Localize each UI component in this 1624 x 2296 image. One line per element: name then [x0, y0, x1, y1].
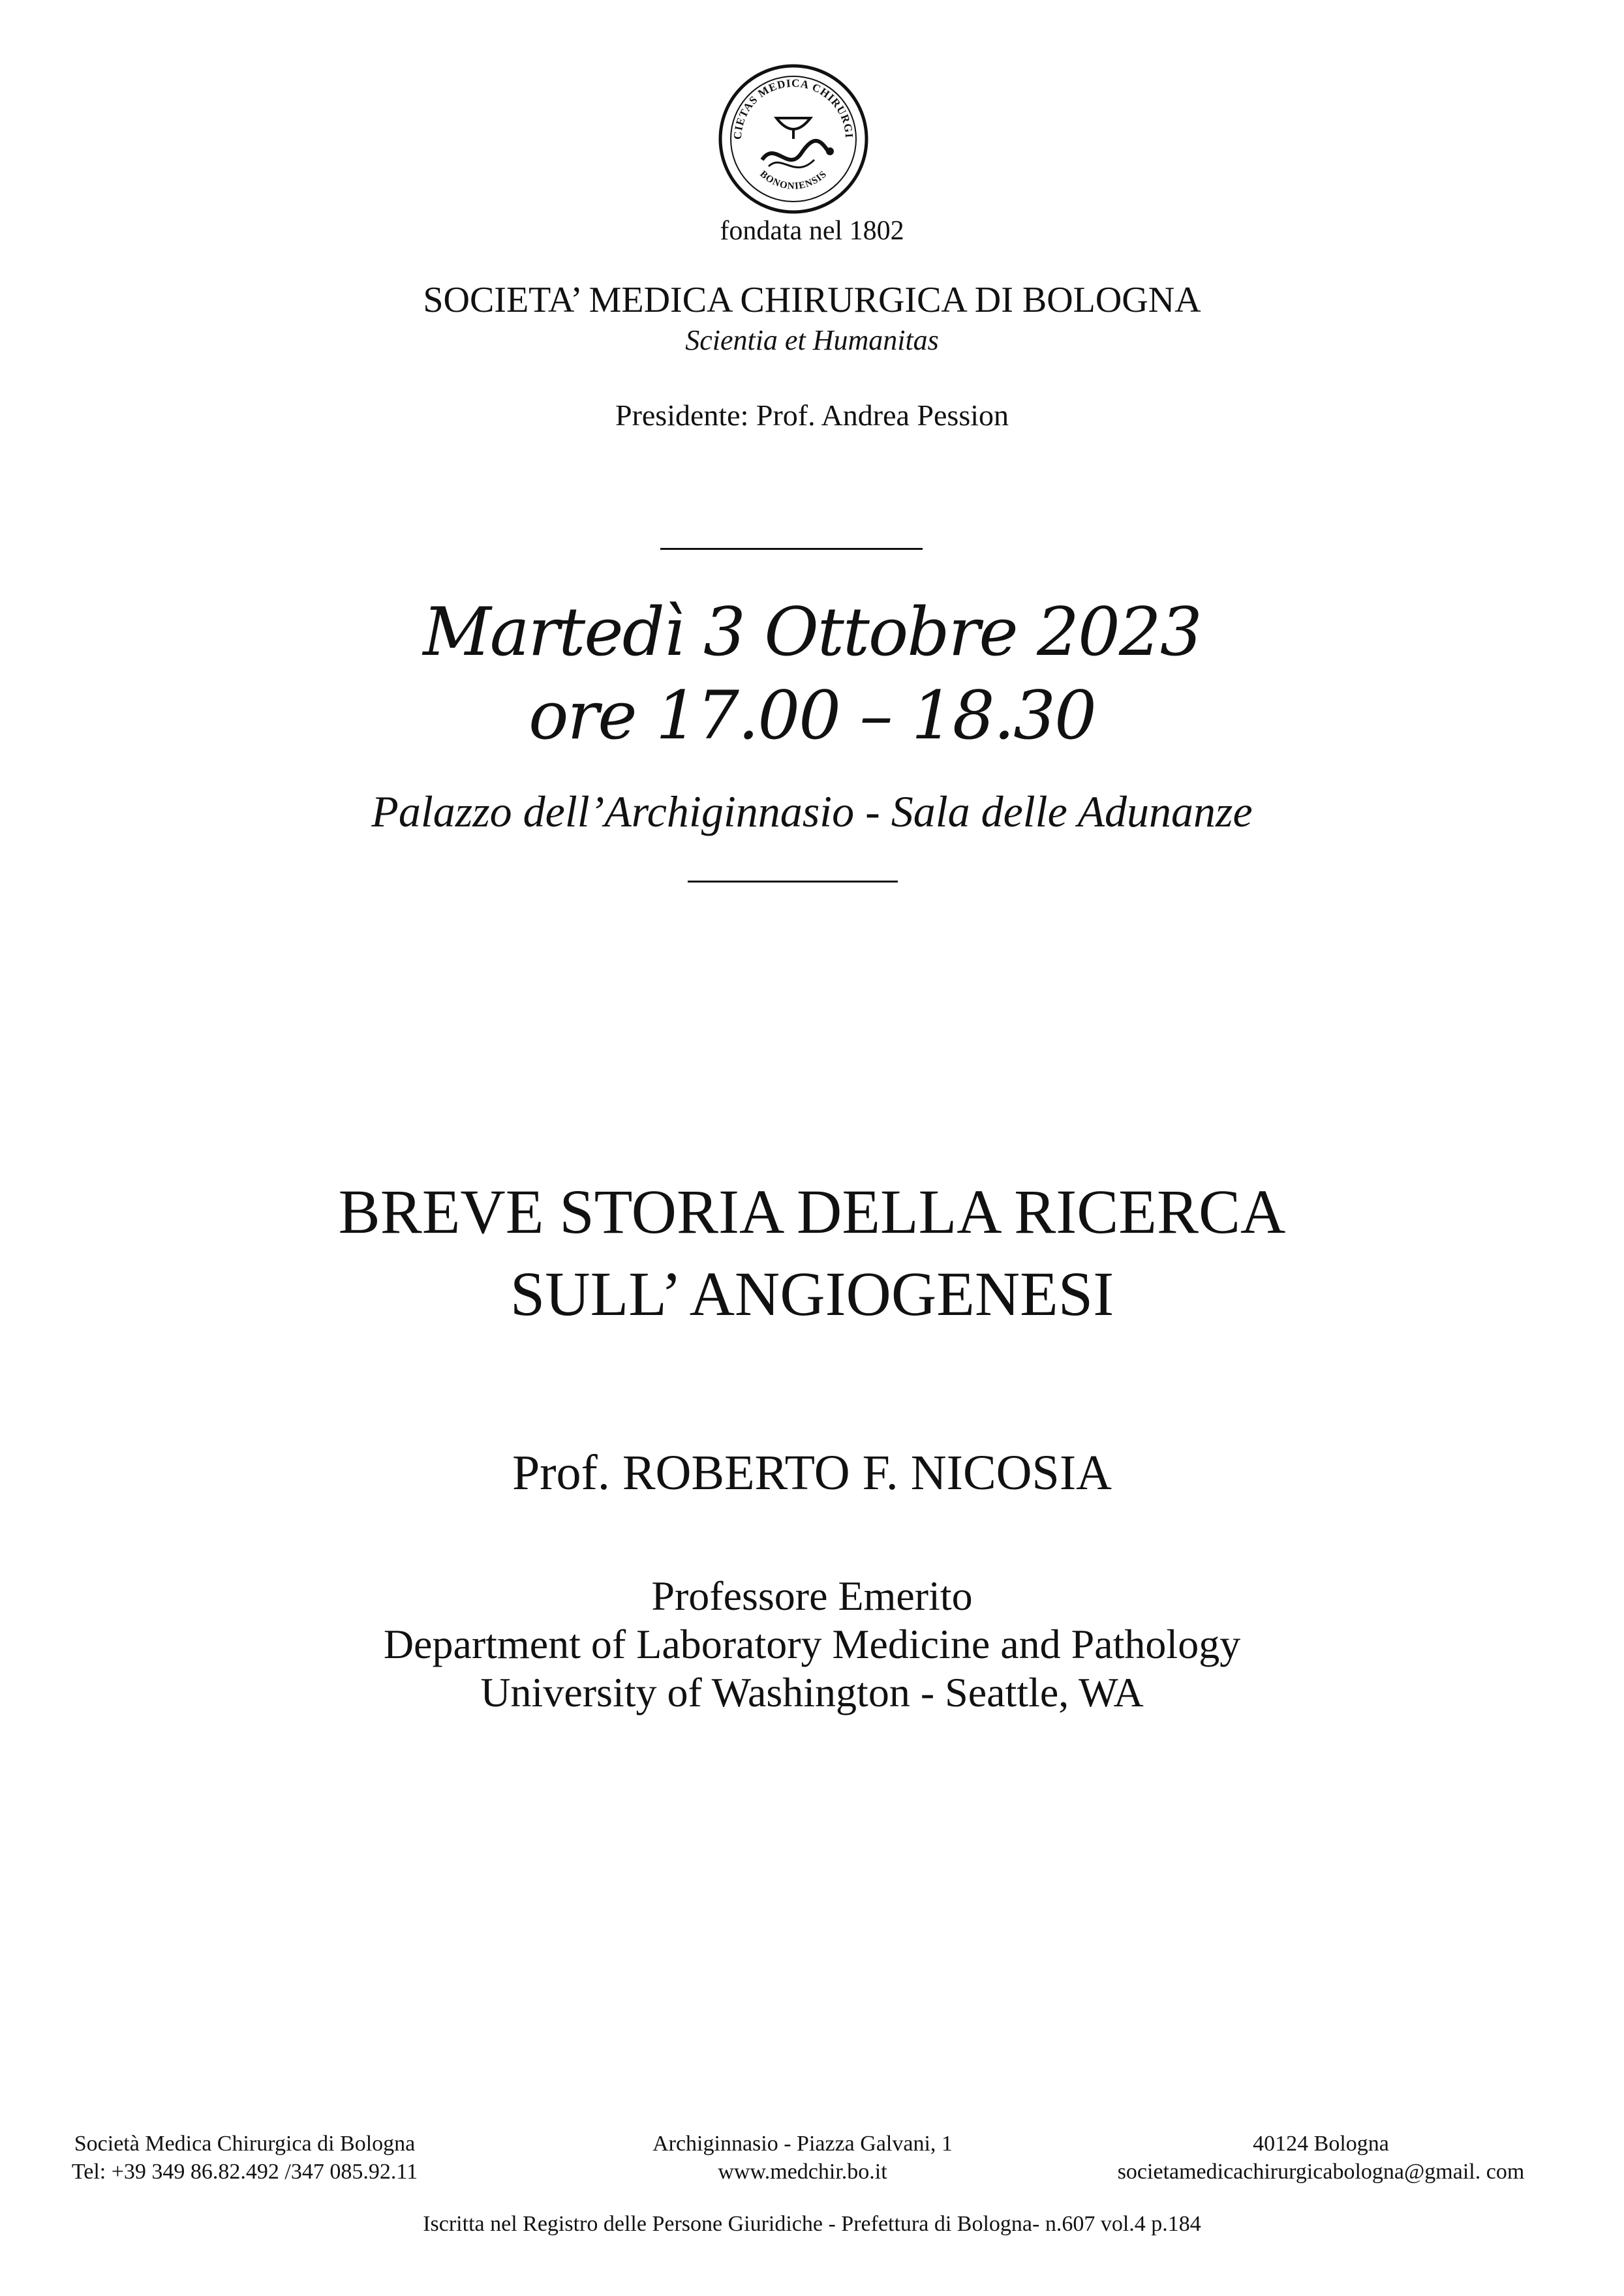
divider-top: [660, 548, 923, 550]
event-time: ore 17.00 – 18.30: [529, 677, 1095, 755]
divider-bottom: [688, 881, 898, 883]
event-date: Martedì 3 Ottobre 2023: [423, 594, 1201, 671]
svg-text:BONONIENSIS: BONONIENSIS: [758, 168, 829, 192]
affiliation-title: Professore Emerito: [651, 1573, 973, 1619]
speaker-affiliation: [0, 1572, 1624, 1717]
talk-title: [0, 1171, 1624, 1335]
footer-phone: Tel: +39 349 86.82.492 /347 085.92.11: [71, 2160, 418, 2184]
talk-title-line-1: BREVE STORIA DELLA RICERCA: [338, 1177, 1286, 1246]
footer-address: Archiginnasio - Piazza Galvani, 1: [652, 2132, 953, 2156]
motto: Scientia et Humanitas: [685, 324, 939, 356]
society-seal: [716, 62, 870, 216]
footer-society-name: Società Medica Chirurgica di Bologna: [74, 2132, 416, 2156]
footer-email[interactable]: societamedicachirurgicabologna@gmail. com: [1117, 2160, 1525, 2184]
affiliation-department: Department of Laboratory Medicine and Pathology: [383, 1621, 1241, 1667]
footer-registry: Iscritta nel Registro delle Persone Giuridiche - Prefettura di Bologna- n.607 vol.4 p.184: [423, 2212, 1201, 2236]
footer-website[interactable]: www.medchir.bo.it: [718, 2160, 887, 2184]
svg-text:SOCIETAS MEDICA CHIRURGICA: CIETAS MEDICA CHIRURGI: [731, 76, 856, 140]
footer-city: 40124 Bologna: [1253, 2132, 1389, 2156]
event-venue: Palazzo dell’Archiginnasio - Sala delle Adunanze: [371, 787, 1253, 836]
founded-text: fondata nel 1802: [720, 216, 904, 246]
speaker-name: Prof. ROBERTO F. NICOSIA: [512, 1445, 1112, 1500]
president-line: Presidente: Prof. Andrea Pession: [615, 399, 1009, 432]
affiliation-university: University of Washington - Seattle, WA: [480, 1669, 1144, 1715]
talk-title-line-2: SULL’ ANGIOGENESI: [510, 1259, 1114, 1329]
organization-name: SOCIETA’ MEDICA CHIRURGICA DI BOLOGNA: [423, 280, 1201, 320]
